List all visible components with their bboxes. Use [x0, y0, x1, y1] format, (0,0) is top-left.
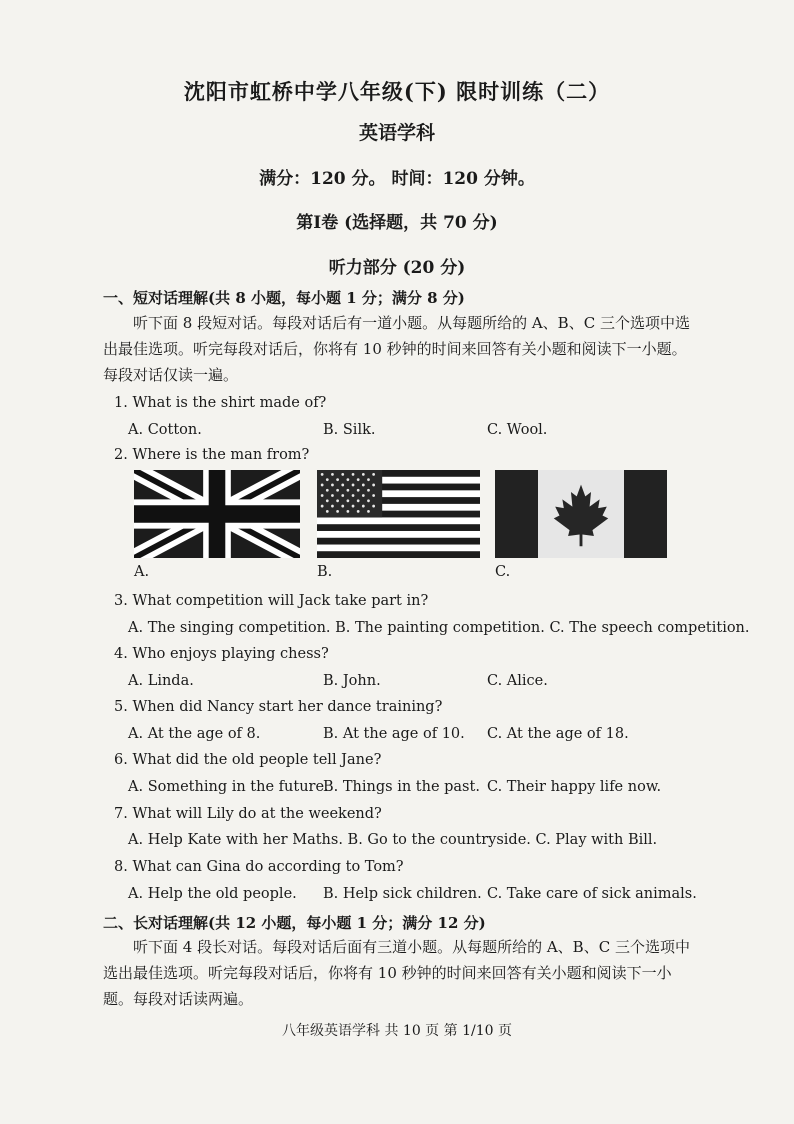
q6-option-a: A. Something in the future. [128, 779, 329, 795]
usa-flag-icon [317, 470, 480, 558]
section1-heading: 一、短对话理解(共 8 小题，每小题 1 分；满分 8 分) [103, 289, 465, 307]
question-3: 3. What competition will Jack take part in? [114, 593, 429, 609]
instruction-line: 每段对话仅读一遍。 [103, 366, 239, 384]
q6-option-c: C. Their happy life now. [487, 779, 662, 795]
instruction-line: 听下面 4 段长对话。每段对话后面有三道小题。从每题所给的 A、B、C 三个选项中 [133, 938, 690, 956]
q2-option-a: A. [134, 564, 150, 580]
volume-title: 第Ⅰ卷 (选择题，共 70 分) [296, 213, 498, 233]
q2-option-b: B. [317, 564, 333, 580]
subject-title: 英语学科 [358, 122, 435, 144]
q5-option-b: B. At the age of 10. [323, 726, 465, 742]
q4-option-c: C. Alice. [487, 673, 548, 689]
question-2: 2. Where is the man from? [114, 447, 310, 463]
q8-option-c: C. Take care of sick animals. [487, 886, 697, 902]
q3-options: A. The singing competition. B. The painting competition. C. The speech competition. [128, 620, 750, 636]
page-footer: 八年级英语学科 共 10 页 第 1/10 页 [282, 1023, 512, 1039]
q5-option-c: C. At the age of 18. [487, 726, 629, 742]
listening-title: 听力部分 (20 分) [328, 258, 466, 278]
q5-option-a: A. At the age of 8. [128, 726, 261, 742]
instruction-line: 听下面 8 段短对话。每段对话后有一道小题。从每题所给的 A、B、C 三个选项中选 [133, 314, 690, 332]
instruction-line: 选出最佳选项。听完每段对话后，你将有 10 秒钟的时间来回答有关小题和阅读下一小 [103, 964, 672, 982]
canada-flag-icon [495, 470, 667, 558]
question-4: 4. Who enjoys playing chess? [114, 646, 329, 662]
q7-options: A. Help Kate with her Maths. B. Go to the countryside. C. Play with Bill. [128, 832, 658, 848]
score-time: 满分：120 分。 时间：120 分钟。 [259, 169, 535, 189]
section1-instructions [103, 310, 703, 388]
q2-option-c: C. [495, 564, 511, 580]
section2-instructions [103, 934, 703, 1012]
instruction-line: 出最佳选项。听完每段对话后，你将有 10 秒钟的时间来回答有关小题和阅读下一小题。 [103, 340, 687, 358]
uk-flag-icon [134, 470, 300, 558]
instruction-line: 题。每段对话读两遍。 [103, 990, 254, 1008]
q8-option-b: B. Help sick children. [323, 886, 482, 902]
page-title: 沈阳市虹桥中学八年级(下) 限时训练（二） [183, 79, 611, 104]
q4-option-a: A. Linda. [128, 673, 194, 689]
q8-option-a: A. Help the old people. [128, 886, 297, 902]
q4-option-b: B. John. [323, 673, 381, 689]
question-1: 1. What is the shirt made of? [114, 395, 327, 411]
question-6: 6. What did the old people tell Jane? [114, 752, 382, 768]
question-8: 8. What can Gina do according to Tom? [114, 859, 404, 875]
section2-heading: 二、长对话理解(共 12 小题，每小题 1 分；满分 12 分) [103, 914, 486, 932]
q1-option-c: C. Wool. [487, 422, 548, 438]
q1-option-b: B. Silk. [323, 422, 376, 438]
q6-option-b: B. Things in the past. [323, 779, 480, 795]
q1-option-a: A. Cotton. [128, 422, 202, 438]
question-7: 7. What will Lily do at the weekend? [114, 806, 382, 822]
question-5: 5. When did Nancy start her dance training? [114, 699, 443, 715]
